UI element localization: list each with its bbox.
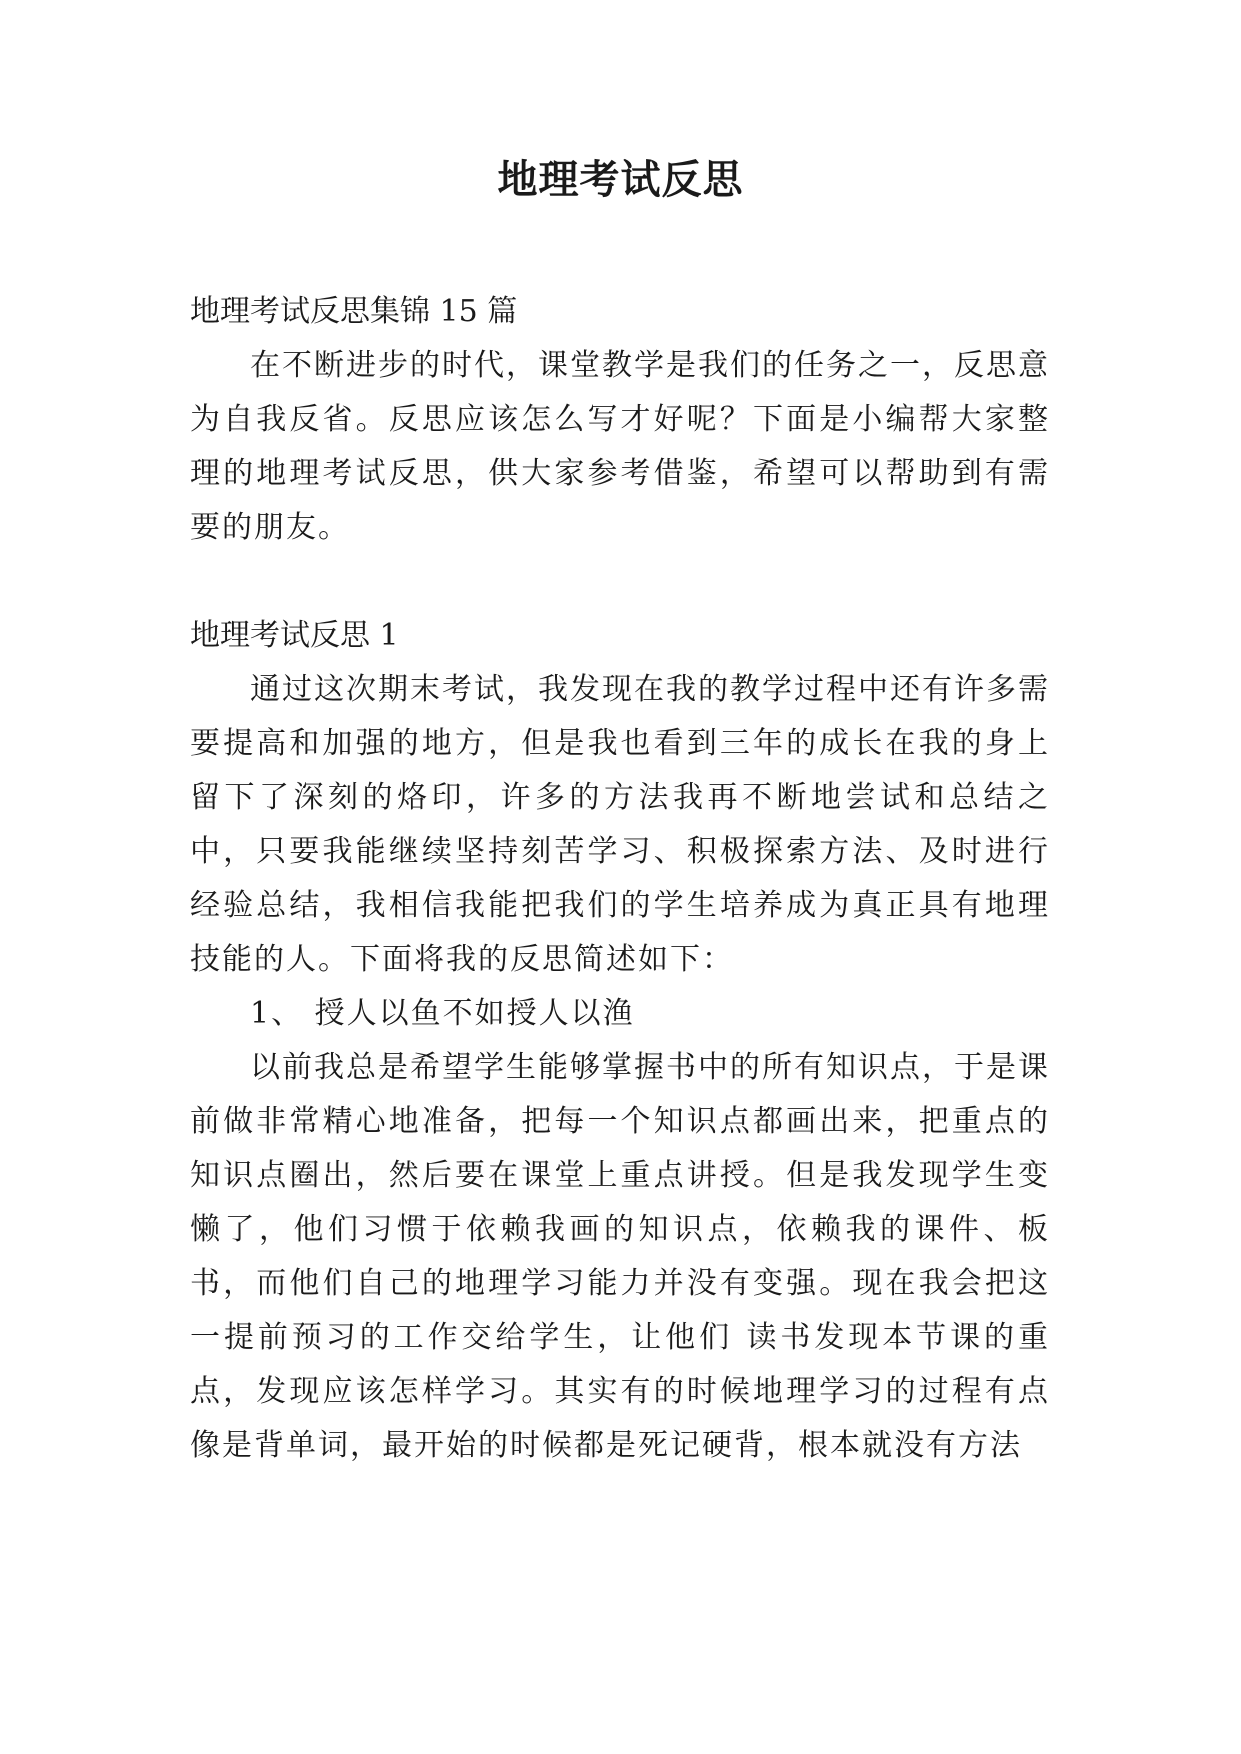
collection-heading: 地理考试反思集锦 15 篇 (190, 294, 518, 329)
section-1-heading: 地理考试反思 1 (190, 618, 399, 653)
section-spacer (190, 555, 1050, 609)
document-title: 地理考试反思 (497, 156, 744, 203)
intro-paragraph: 在不断进步的时代，课堂教学是我们的任务之一，反思意为自我反省。反思应该怎么写才好呢？下面是小编帮大家整理的地理考试反思，供大家参考借鉴，希望可以帮助到有需要的朋友。 (190, 348, 1050, 545)
document-body (190, 285, 1050, 1473)
section-1-list-item-1: 1、 授人以鱼不如授人以渔 (250, 996, 635, 1031)
section-1-paragraph-1: 通过这次期末考试，我发现在我的教学过程中还有许多需要提高和加强的地方，但是我也看到三年的成长在我的身上留下了深刻的烙印，许多的方法我再不断地尝试和总结之中，只要我能继续坚持刻苦学习、积极探索方法、及时进行经验总结，我相信我能把我们的学生培养成为真正具有地理技能的人。下面将我的反思简述如下： (190, 672, 1050, 977)
section-1-paragraph-2: 以前我总是希望学生能够掌握书中的所有知识点，于是课前做非常精心地准备，把每一个知识点都画出来，把重点的知识点圈出，然后要在课堂上重点讲授。但是我发现学生变懒了，他们习惯于依赖我画的知识点，依赖我的课件、板书，而他们自己的地理学习能力并没有变强。现在我会把这一提前预习的工作交给学生，让他们 读书发现本节课的重点，发现应该怎样学习。其实有的时候地理学习的过程有点像是背单词，最开始的时候都是死记硬背，根本就没有方法 (190, 1050, 1050, 1463)
